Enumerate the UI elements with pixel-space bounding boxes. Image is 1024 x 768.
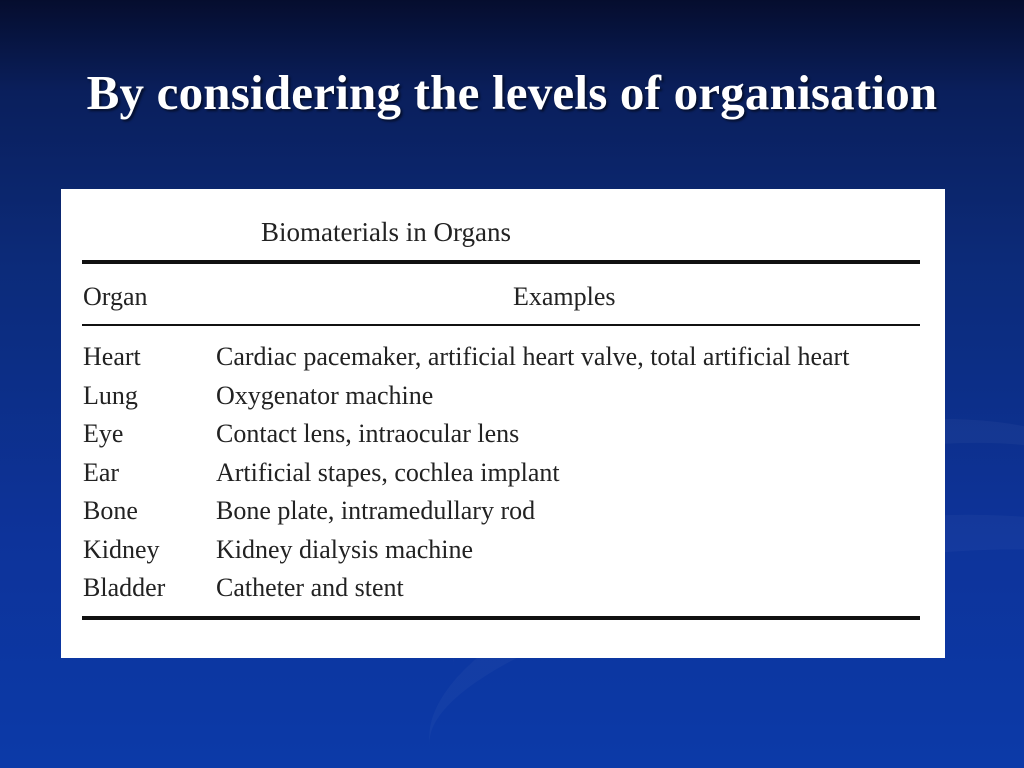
organ-cell: Bone bbox=[83, 496, 138, 525]
example-cell: Kidney dialysis machine bbox=[216, 534, 474, 564]
organ-cell: Ear bbox=[83, 457, 120, 487]
table-row bbox=[61, 342, 945, 381]
column-header-organ: Organ bbox=[83, 282, 148, 311]
table-row bbox=[61, 381, 945, 420]
example-cell: Catheter and stent bbox=[216, 573, 404, 602]
example-cell: Artificial stapes, cochlea implant bbox=[216, 457, 560, 487]
table-row bbox=[61, 458, 945, 497]
example-cell: Cardiac pacemaker, artificial heart valve, total artificial heart bbox=[216, 342, 850, 371]
organ-cell: Lung bbox=[83, 380, 138, 410]
example-cell: Bone plate, intramedullary rod bbox=[216, 496, 536, 525]
example-cell: Oxygenator machine bbox=[216, 380, 434, 410]
table-row bbox=[61, 573, 945, 612]
example-cell: Contact lens, intraocular lens bbox=[216, 419, 520, 448]
table-row bbox=[61, 535, 945, 574]
table-header-rule bbox=[82, 324, 920, 326]
slide-title: By considering the levels of organisation bbox=[86, 65, 938, 120]
table-bottom-rule bbox=[82, 616, 920, 620]
organ-cell: Bladder bbox=[83, 573, 166, 602]
table-row bbox=[61, 496, 945, 535]
table-caption: Biomaterials in Organs bbox=[261, 217, 511, 247]
column-header-examples: Examples bbox=[513, 282, 616, 311]
table-image-panel bbox=[61, 189, 945, 658]
organ-cell: Kidney bbox=[83, 534, 160, 564]
organ-cell: Eye bbox=[83, 419, 124, 448]
table-body bbox=[61, 342, 945, 612]
organ-cell: Heart bbox=[83, 342, 141, 371]
table-top-rule bbox=[82, 260, 920, 264]
table-row bbox=[61, 419, 945, 458]
